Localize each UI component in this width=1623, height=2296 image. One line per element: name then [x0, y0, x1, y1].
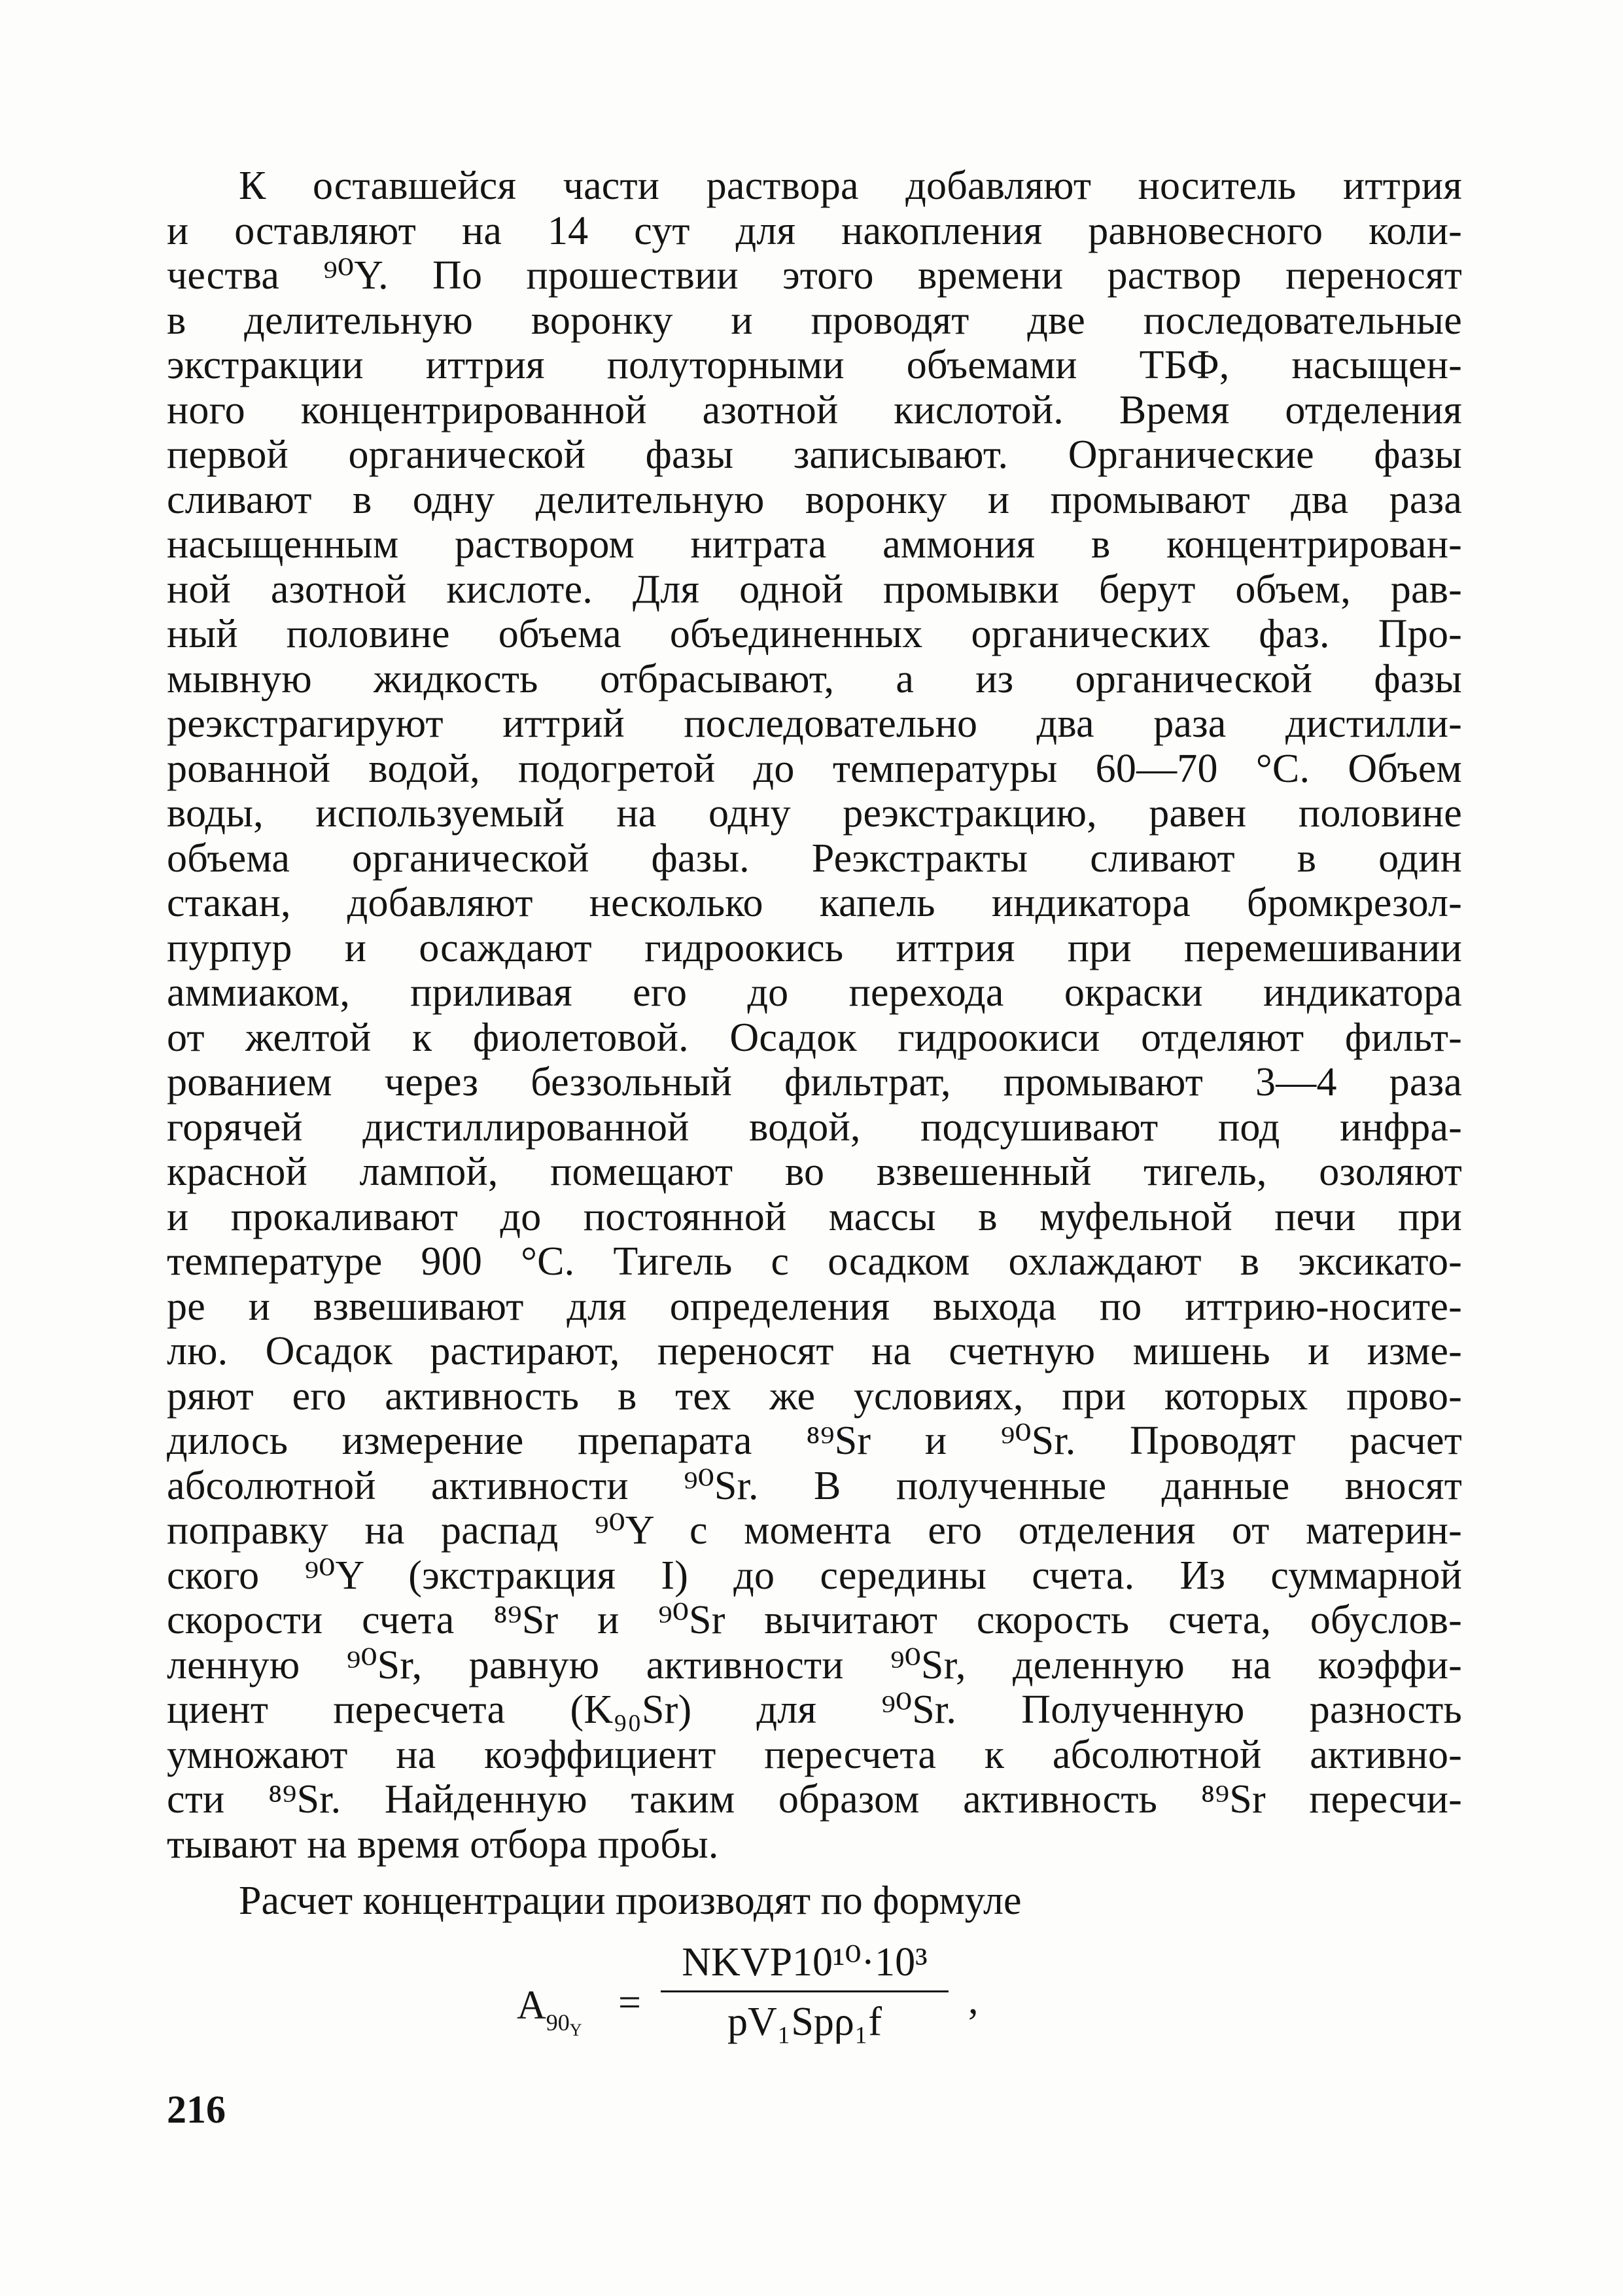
text-line: мывную жидкость отбрасывают, а из органической фазы	[167, 656, 1462, 701]
text-line: поправку на распад ⁹⁰Y с момента его отделения от материн-	[167, 1508, 1462, 1553]
text-line: рованной водой, подогретой до температуры 60—70 °С. Объем	[167, 746, 1462, 791]
formula-lhs-symbol: A	[517, 1983, 546, 2028]
text-line: ленную ⁹⁰Sr, равную активности ⁹⁰Sr, деленную на коэффи-	[167, 1642, 1462, 1687]
formula-intro: Расчет концентрации производят по формуле	[239, 1879, 1022, 1923]
text-line: ной азотной кислоте. Для одной промывки берут объем, рав-	[167, 567, 1462, 612]
text-line: чества ⁹⁰Y. По прошествии этого времени раствор переносят	[167, 253, 1462, 298]
formula-lhs	[517, 1983, 582, 2040]
text-line: горячей дистиллированной водой, подсушивают под инфра-	[167, 1104, 1462, 1150]
text-line: красной лампой, помещают во взвешенный тигель, озоляют	[167, 1150, 1462, 1194]
formula-lhs-subscript: 90	[546, 2009, 570, 2036]
text-line: воды, используемый на одну реэкстракцию, равен половине	[167, 791, 1462, 836]
formula-trailing-comma: ,	[968, 1978, 979, 2022]
fraction-bar	[661, 1990, 949, 1992]
text-line: экстракции иттрия полуторными объемами ТБФ, насыщен-	[167, 343, 1462, 387]
formula-denominator: pV₁Spρ₁f	[727, 2000, 882, 2044]
text-line: ный половине объема объединенных органических фаз. Про-	[167, 612, 1462, 656]
text-line: ре и взвешивают для определения выхода по иттрию-носите-	[167, 1284, 1462, 1329]
page-number: 216	[167, 2088, 226, 2131]
formula-numerator: NKVP10¹⁰·10³	[682, 1940, 928, 1985]
text-line: и оставляют на 14 сут для накопления равновесного коли-	[167, 208, 1462, 253]
text-line: и прокаливают до постоянной массы в муфельной печи при	[167, 1194, 1462, 1239]
text-line: сти ⁸⁹Sr. Найденную таким образом активность ⁸⁹Sr пересчи-	[167, 1777, 1462, 1822]
concentration-formula	[517, 1937, 1106, 2100]
formula-fraction	[661, 1937, 949, 2047]
text-line: реэкстрагируют иттрий последовательно два раза дистилли-	[167, 701, 1462, 746]
text-line: К оставшейся части раствора добавляют носитель иттрия	[239, 164, 1462, 208]
text-line: температуре 900 °С. Тигель с осадком охлаждают в эксикато-	[167, 1239, 1462, 1284]
text-line: дилось измерение препарата ⁸⁹Sr и ⁹⁰Sr. Проводят расчет	[167, 1419, 1462, 1463]
text-line: первой органической фазы записывают. Органические фазы	[167, 433, 1462, 477]
formula-lhs-subscript-letter: Y	[569, 2021, 582, 2040]
text-line: тывают на время отбора пробы.	[167, 1822, 719, 1867]
text-line: от желтой к фиолетовой. Осадок гидроокиси отделяют фильт-	[167, 1015, 1462, 1060]
text-line: в делительную воронку и проводят две последовательные	[167, 298, 1462, 343]
text-line: лю. Осадок растирают, переносят на счетную мишень и изме-	[167, 1329, 1462, 1373]
text-line: циент пересчета (K₉₀Sr) для ⁹⁰Sr. Полученную разность	[167, 1687, 1462, 1732]
text-line: ряют его активность в тех же условиях, при которых прово-	[167, 1373, 1462, 1419]
text-line: ского ⁹⁰Y (экстракция I) до середины счета. Из суммарной	[167, 1553, 1462, 1598]
text-line: ного концентрированной азотной кислотой. Время отделения	[167, 387, 1462, 433]
text-line: аммиаком, приливая его до перехода окраски индикатора	[167, 970, 1462, 1015]
text-line: скорости счета ⁸⁹Sr и ⁹⁰Sr вычитают скорость счета, обуслов-	[167, 1598, 1462, 1642]
text-line: стакан, добавляют несколько капель индикатора бромкрезол-	[167, 881, 1462, 925]
text-line: сливают в одну делительную воронку и промывают два раза	[167, 477, 1462, 522]
main-paragraph	[167, 164, 1462, 1867]
formula-equals-sign: =	[618, 1981, 641, 2025]
text-line: пурпур и осаждают гидроокись иттрия при перемешивании	[167, 925, 1462, 970]
text-line: объема органической фазы. Реэкстракты сливают в один	[167, 836, 1462, 881]
text-line: насыщенным раствором нитрата аммония в концентрирован-	[167, 522, 1462, 567]
text-line: абсолютной активности ⁹⁰Sr. В полученные данные вносят	[167, 1463, 1462, 1508]
text-line: рованием через беззольный фильтрат, промывают 3—4 раза	[167, 1060, 1462, 1104]
text-line: умножают на коэффициент пересчета к абсолютной активно-	[167, 1732, 1462, 1777]
